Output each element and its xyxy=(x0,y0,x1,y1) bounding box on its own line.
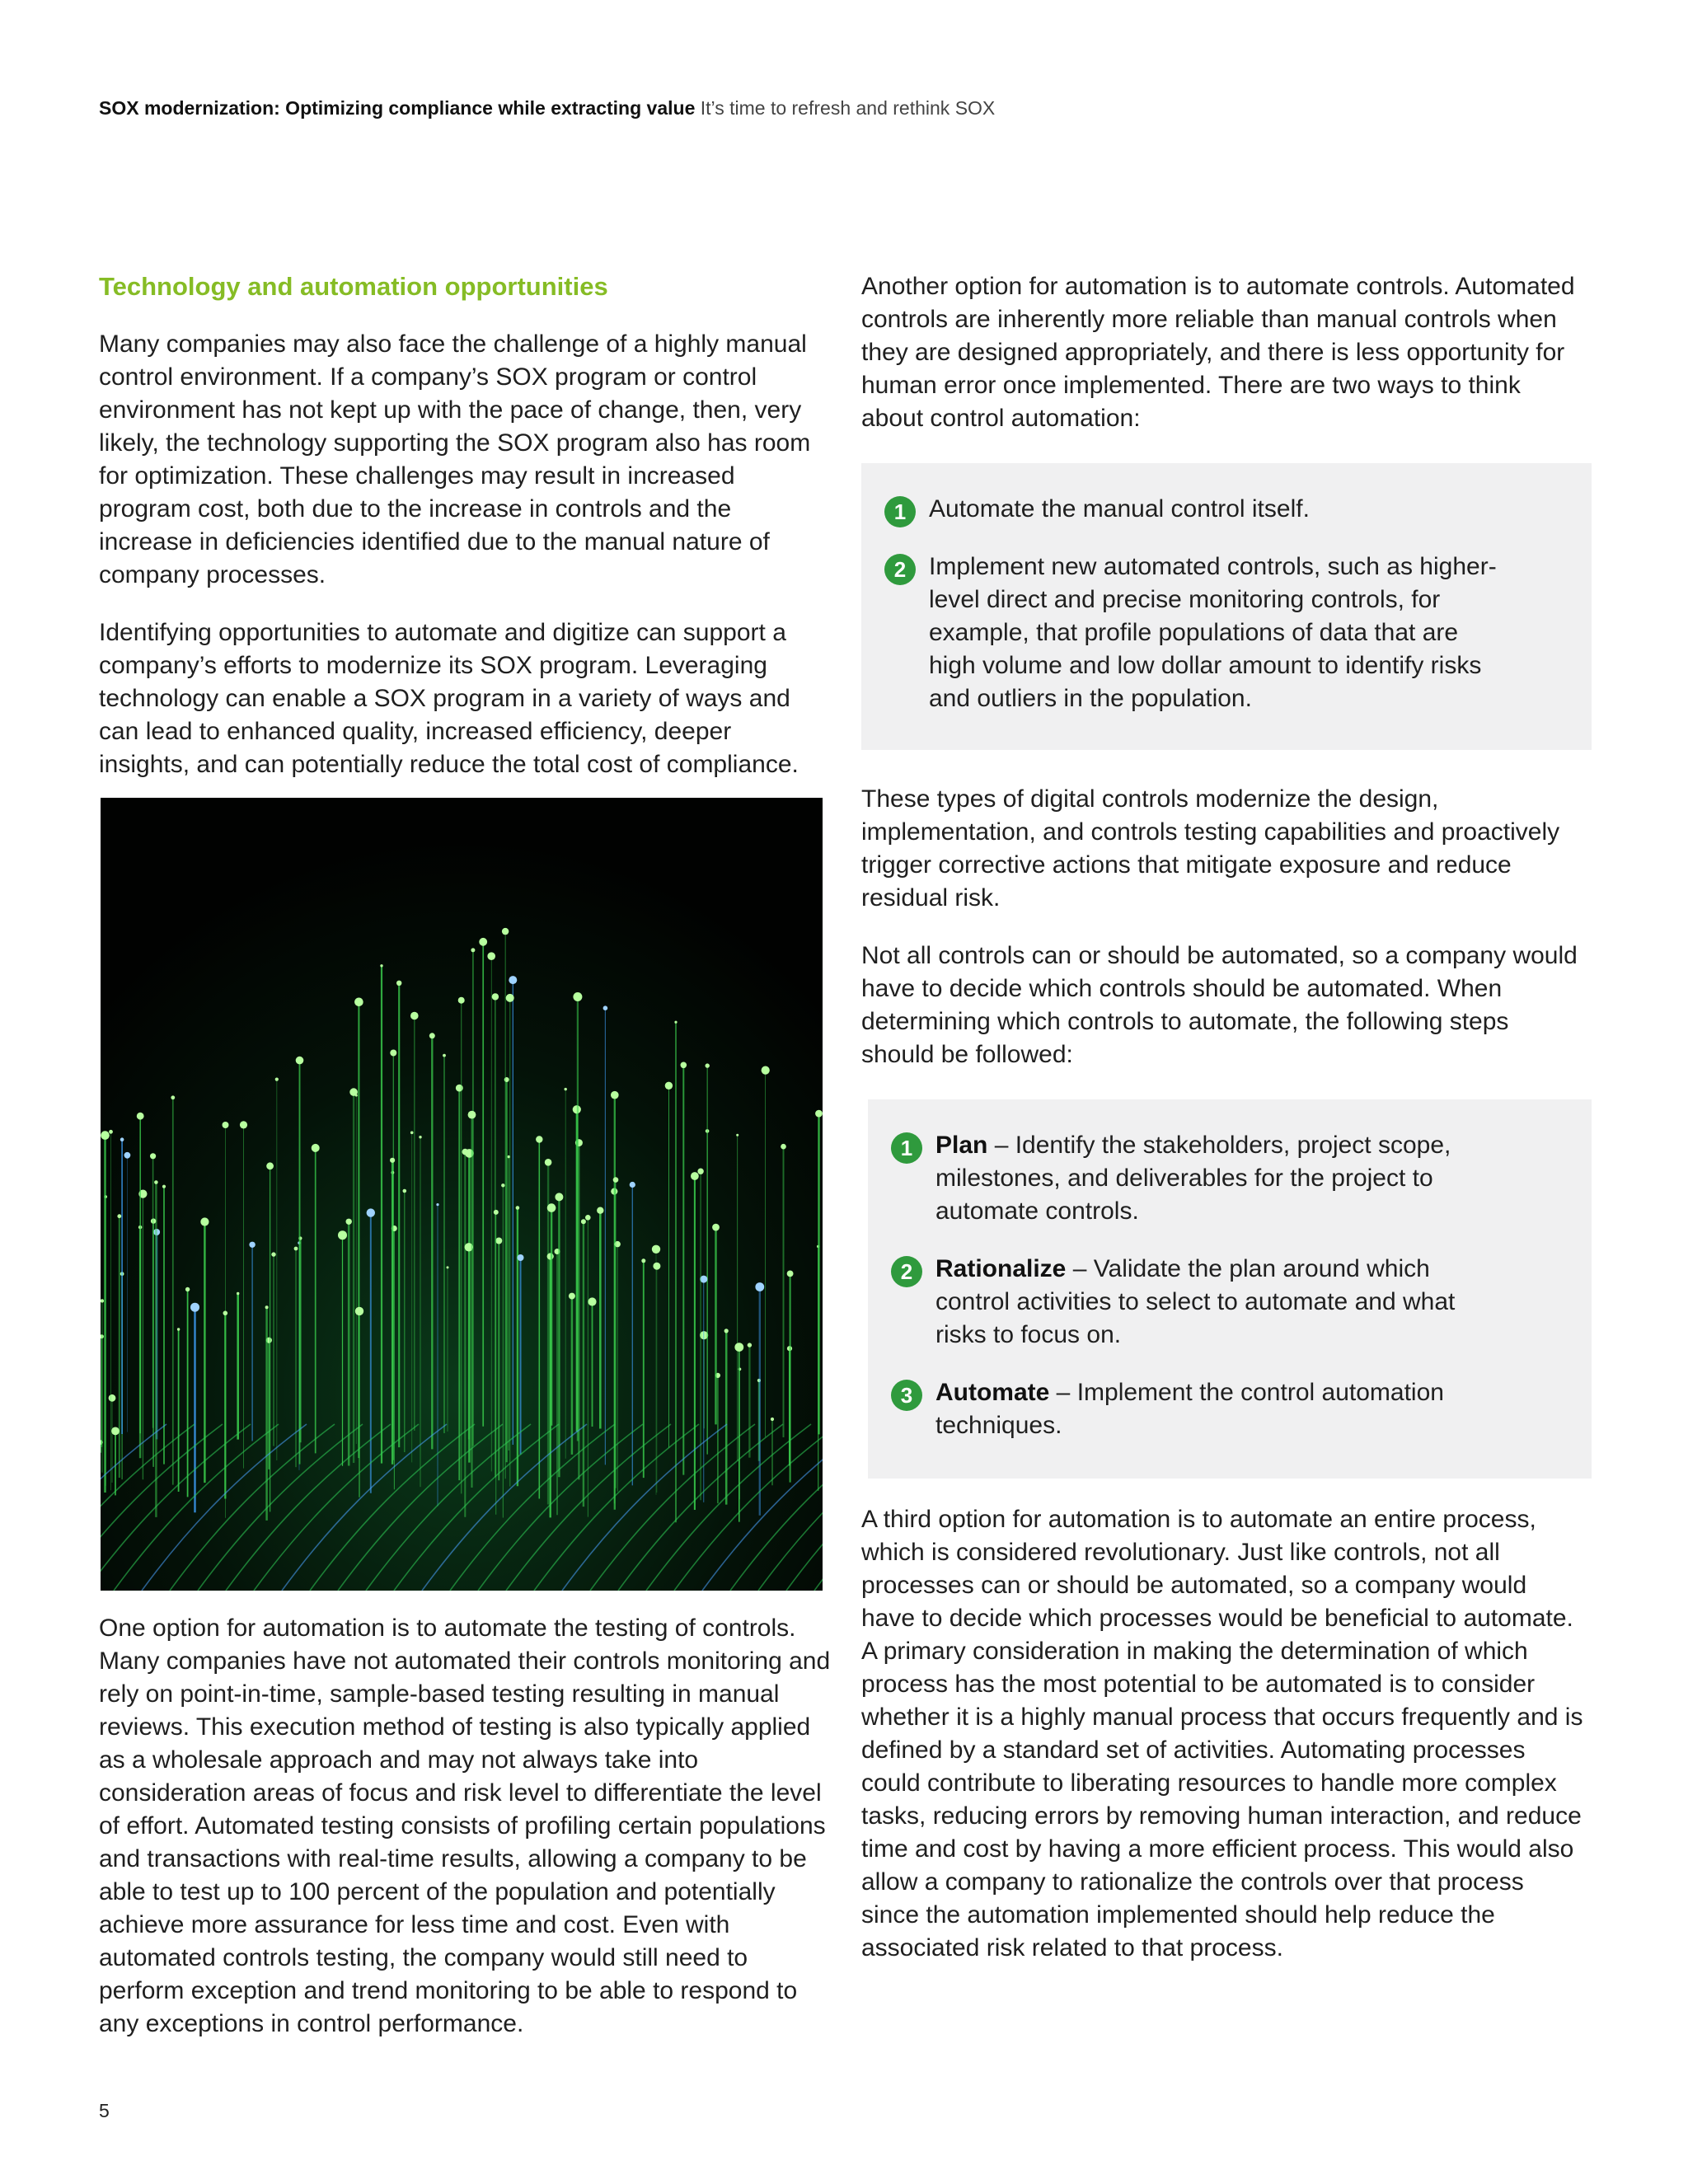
step-number-badge: 1 xyxy=(891,1132,922,1164)
light-node xyxy=(597,1207,603,1214)
light-node xyxy=(154,1180,158,1184)
step-term: Automate xyxy=(935,1379,1050,1406)
light-node xyxy=(501,1183,504,1187)
step-description: – Implement the control automation techniques. xyxy=(935,1379,1444,1439)
light-node xyxy=(697,1169,703,1174)
light-node xyxy=(271,1252,275,1256)
light-node xyxy=(547,1203,556,1212)
light-node xyxy=(296,1057,304,1065)
light-node xyxy=(545,1159,552,1166)
light-node xyxy=(479,938,487,946)
step-term: Rationalize xyxy=(935,1255,1067,1282)
section-heading: Technology and automation opportunities xyxy=(99,272,608,301)
light-node xyxy=(101,1131,110,1140)
automation-steps-box xyxy=(868,1099,1592,1479)
light-node xyxy=(109,1394,116,1402)
right-paragraph-1: Another option for automation is to automate controls. Automated controls are inherently more reliable than manual controls when they are designed appropriately, and there is less opportunity for human error once implemented. There are two ways to think about control automation: xyxy=(861,273,1575,432)
light-node xyxy=(588,1297,596,1305)
light-node xyxy=(249,1242,255,1248)
light-node xyxy=(390,1050,396,1057)
light-node xyxy=(630,1182,635,1188)
light-node xyxy=(681,1062,687,1069)
light-node xyxy=(652,1245,660,1254)
light-node xyxy=(495,1238,502,1244)
light-node xyxy=(736,1134,738,1137)
left-column xyxy=(99,270,824,806)
step-number-badge: 1 xyxy=(884,496,916,527)
light-node xyxy=(265,1305,269,1309)
light-node xyxy=(354,998,363,1007)
light-node xyxy=(436,1203,438,1206)
light-node xyxy=(771,1418,774,1421)
light-node xyxy=(471,948,475,952)
light-node xyxy=(275,1078,279,1081)
step-description: – Identify the stakeholders, project scope, milestones, and deliverables for the project to automate controls. xyxy=(935,1132,1451,1225)
light-node xyxy=(665,1082,673,1090)
right-column-bottom xyxy=(861,1503,1587,1965)
light-node xyxy=(240,1121,247,1128)
light-node xyxy=(674,1021,677,1024)
light-node xyxy=(447,1266,449,1268)
light-node xyxy=(487,952,495,960)
light-node xyxy=(494,1210,499,1215)
left-paragraph-1: Many companies may also face the challenge of a highly manual control environment. If a company’s SOX program or control environment has not kept up with the pace of change, then, very likely, the technology supporting the SOX program also has room for optimization. These challenges may result in increased program cost, both due to the increase in controls and the increase in deficiencies identified due to the manual nature of company processes. xyxy=(99,330,811,588)
header-subtitle: It’s time to refresh and rethink SOX xyxy=(700,97,996,119)
step-number-badge: 2 xyxy=(884,554,916,585)
light-node xyxy=(509,976,517,984)
right-paragraph-2: These types of digital controls modernize the design, implementation, and controls testing capabilities and proactively trigger corrective actions that mitigate exposure and reduce residual risk. xyxy=(861,785,1560,912)
light-node xyxy=(111,1427,120,1436)
item-text: Implement new automated controls, such as higher-level direct and precise monitoring controls, for example, that profile populations of data that are high volume and low dollar amount to identify risks and outliers in the population. xyxy=(929,553,1497,712)
light-node xyxy=(504,1077,509,1082)
light-node xyxy=(237,1292,239,1295)
light-node xyxy=(706,1063,710,1067)
light-node xyxy=(691,1172,699,1180)
light-node xyxy=(458,997,465,1004)
light-node xyxy=(755,1282,764,1291)
running-header xyxy=(99,96,1582,120)
right-paragraph-3: Not all controls can or should be automated, so a company would have to decide which controls should be automated. When determining which controls to automate, the following steps should be followed: xyxy=(861,942,1578,1068)
light-node xyxy=(468,1111,476,1119)
light-node xyxy=(429,1033,435,1038)
light-node xyxy=(137,1113,144,1120)
light-node xyxy=(547,1253,554,1259)
light-node xyxy=(781,1144,786,1150)
light-node xyxy=(581,1219,586,1224)
control-automation-box xyxy=(861,463,1592,750)
light-node xyxy=(748,1343,752,1347)
light-node xyxy=(573,992,582,1001)
step-number-badge: 3 xyxy=(891,1380,922,1411)
light-node xyxy=(338,1230,347,1240)
header-title: SOX modernization: Optimizing compliance while extracting value xyxy=(99,97,696,119)
right-column-middle xyxy=(861,783,1587,1096)
light-node xyxy=(190,1303,199,1312)
light-node xyxy=(380,964,382,967)
light-node xyxy=(724,1329,729,1333)
light-node xyxy=(536,1136,542,1142)
light-node xyxy=(403,1189,407,1193)
light-node xyxy=(516,1206,520,1210)
light-node xyxy=(177,1328,180,1330)
right-column-intro xyxy=(861,270,1587,460)
light-node xyxy=(223,1122,229,1128)
light-node xyxy=(120,1137,124,1141)
left-paragraph-2: Identifying opportunities to automate and digitize can support a company’s efforts to modernize its SOX program. Leveraging technology can enable a SOX program in a variety of ways and can lead to enhanced quality, increased efficiency, deeper insights, and can potentially reduce the total cost of compliance. xyxy=(99,619,799,778)
light-node xyxy=(518,1254,524,1261)
item-text: Automate the manual control itself. xyxy=(929,495,1310,523)
light-node xyxy=(390,1158,395,1163)
digital-light-streams-image xyxy=(101,798,823,1591)
light-node xyxy=(312,1144,320,1152)
light-node xyxy=(456,1085,463,1092)
light-node xyxy=(762,1066,770,1075)
light-node xyxy=(294,1247,298,1251)
light-node xyxy=(815,1110,823,1118)
right-paragraph-4: A third option for automation is to automate an entire process, which is considered revolutionary. Just like controls, not all processes can or should be automated, so a company would have to decide which processes would be beneficial to automate. A primary consideration in making the determination of which process has the most potential to be automated is to consider whether it is a highly manual process that occurs frequently and is defined by a standard set of activities. Automating processes could contribute to liberating resources to handle more complex tasks, reducing errors by removing human interaction, and reduce time and cost by having a more efficient process. This would also allow a company to rationalize the controls over that process since the automation implemented should help reduce the associated risk related to that process. xyxy=(861,1506,1583,1961)
light-node xyxy=(613,1177,619,1183)
light-node xyxy=(150,1153,156,1159)
left-paragraph-3: One option for automation is to automate the testing of controls. Many companies have not automated their controls monitoring and rely on point-in-time, sample-based testing resulting in manual reviews. This execution method of testing is also typically applied as a wholesale approach and may not always take into consideration areas of focus and risk level to differentiate the level of effort. Automated testing consists of profiling certain populations and transactions with real-time results, allowing a company to be able to test up to 100 percent of the population and potentially achieve more assurance for less time and cost. Even with automated controls testing, the company would still need to perform exception and trend monitoring to be able to respond to any exceptions in control performance. xyxy=(99,1615,831,2037)
light-node xyxy=(585,1215,591,1221)
light-node xyxy=(355,1094,358,1097)
light-node xyxy=(653,1263,660,1270)
page-number: 5 xyxy=(99,2100,110,2121)
step-term: Plan xyxy=(935,1132,988,1159)
light-node xyxy=(410,1012,419,1020)
light-streams-graphic xyxy=(101,798,823,1591)
light-node xyxy=(109,1130,113,1134)
light-node xyxy=(396,981,401,986)
light-node xyxy=(171,1095,175,1099)
light-node xyxy=(712,1224,720,1231)
light-node xyxy=(117,1214,121,1218)
light-node xyxy=(506,994,514,1002)
light-node xyxy=(185,1287,190,1291)
light-node xyxy=(266,1162,274,1169)
light-node xyxy=(603,1005,608,1010)
light-node xyxy=(502,928,509,935)
light-node xyxy=(787,1271,794,1277)
light-node xyxy=(492,993,499,1000)
light-node xyxy=(734,1343,743,1352)
light-node xyxy=(569,1293,575,1300)
step-description: – Validate the plan around which control activities to select to automate and what risks to focus on. xyxy=(935,1255,1456,1348)
light-node xyxy=(611,1091,619,1099)
light-node xyxy=(410,1132,414,1135)
light-node xyxy=(162,1185,166,1188)
light-node xyxy=(124,1152,131,1159)
light-node xyxy=(641,1258,645,1263)
light-node xyxy=(355,1307,363,1315)
step-number-badge: 2 xyxy=(891,1256,922,1287)
light-node xyxy=(346,1219,352,1225)
light-node xyxy=(367,1208,375,1216)
light-node xyxy=(555,1193,563,1201)
light-node xyxy=(443,1054,446,1057)
light-node xyxy=(200,1217,209,1226)
light-node xyxy=(565,1088,567,1090)
light-node xyxy=(223,1311,228,1316)
light-node xyxy=(419,1136,421,1138)
